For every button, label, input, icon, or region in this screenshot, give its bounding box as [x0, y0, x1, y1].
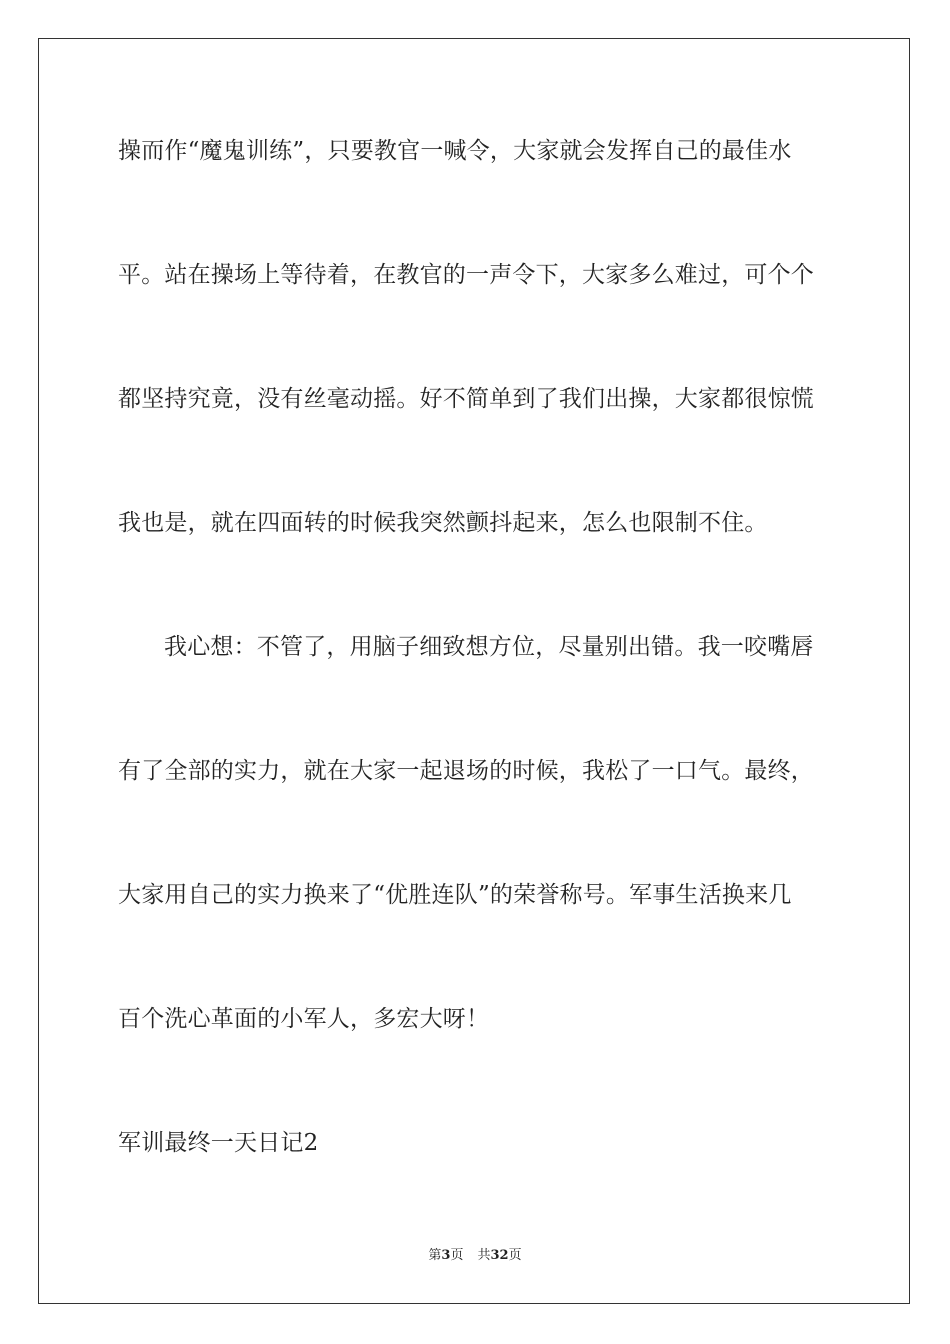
paragraph-line-2: 平。站在操场上等待着，在教官的一声令下，大家多么难过，可个个 [118, 262, 814, 288]
paragraph-line-3: 都坚持究竟，没有丝毫动摇。好不简单到了我们出操，大家都很惊慌 [118, 386, 814, 412]
paragraph-line-8: 百个洗心革面的小军人，多宏大呀！ [118, 1006, 490, 1032]
total-pages: 32 [490, 1248, 509, 1263]
paragraph-line-7: 大家用自己的实力换来了“优胜连队”的荣誉称号。军事生活换来几 [118, 882, 792, 908]
page-border [38, 38, 910, 1304]
page-prefix: 第 [428, 1248, 442, 1263]
total-suffix: 页 [508, 1248, 522, 1263]
page-footer [0, 1247, 950, 1265]
page-suffix: 页 [450, 1248, 464, 1263]
paragraph-line-4: 我也是，就在四面转的时候我突然颤抖起来，怎么也限制不住。 [118, 510, 768, 536]
section-heading: 军训最终一天日记2 [118, 1130, 319, 1156]
paragraph-line-6: 有了全部的实力，就在大家一起退场的时候，我松了一口气。最终， [118, 758, 814, 784]
paragraph-line-5: 我心想：不管了，用脑子细致想方位，尽量别出错。我一咬嘴唇 [164, 634, 814, 660]
total-prefix: 共 [477, 1248, 491, 1263]
page-number: 3 [441, 1248, 451, 1263]
paragraph-line-1: 操而作“魔鬼训练”，只要教官一喊令，大家就会发挥自己的最佳水 [118, 138, 792, 164]
